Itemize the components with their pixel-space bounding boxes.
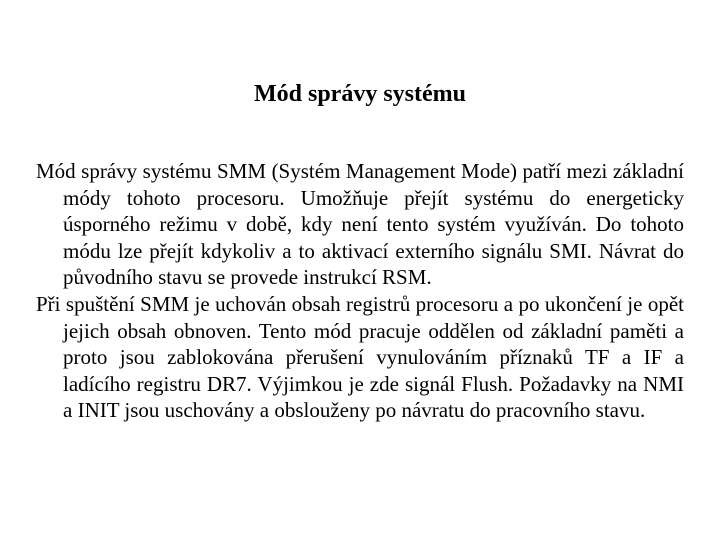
slide-body [36, 158, 684, 424]
paragraph-smm-intro: Mód správy systému SMM (Systém Management Mode) patří mezi základní módy tohoto procesoru. Umožňuje přejít systému do energeticky úsporného režimu v době, kdy není tento systém využíván. Do tohoto módu lze přejít kdykoliv a to aktivací externího signálu SMI. Návrat do původního stavu se provede instrukcí RSM. [36, 159, 684, 290]
slide-title: Mód správy systému [253, 81, 466, 107]
paragraph-smm-details: Při spuštění SMM je uchován obsah registrů procesoru a po ukončení je opět jejich obsah obnoven. Tento mód pracuje oddělen od základní paměti a proto jsou zablokována přerušení vynulováním příznaků TF a IF a ladícího registru DR7. Výjimkou je zde signál Flush. Požadavky na NMI a INIT jsou uschovány a obslouženy po návratu do pracovního stavu. [36, 291, 684, 423]
